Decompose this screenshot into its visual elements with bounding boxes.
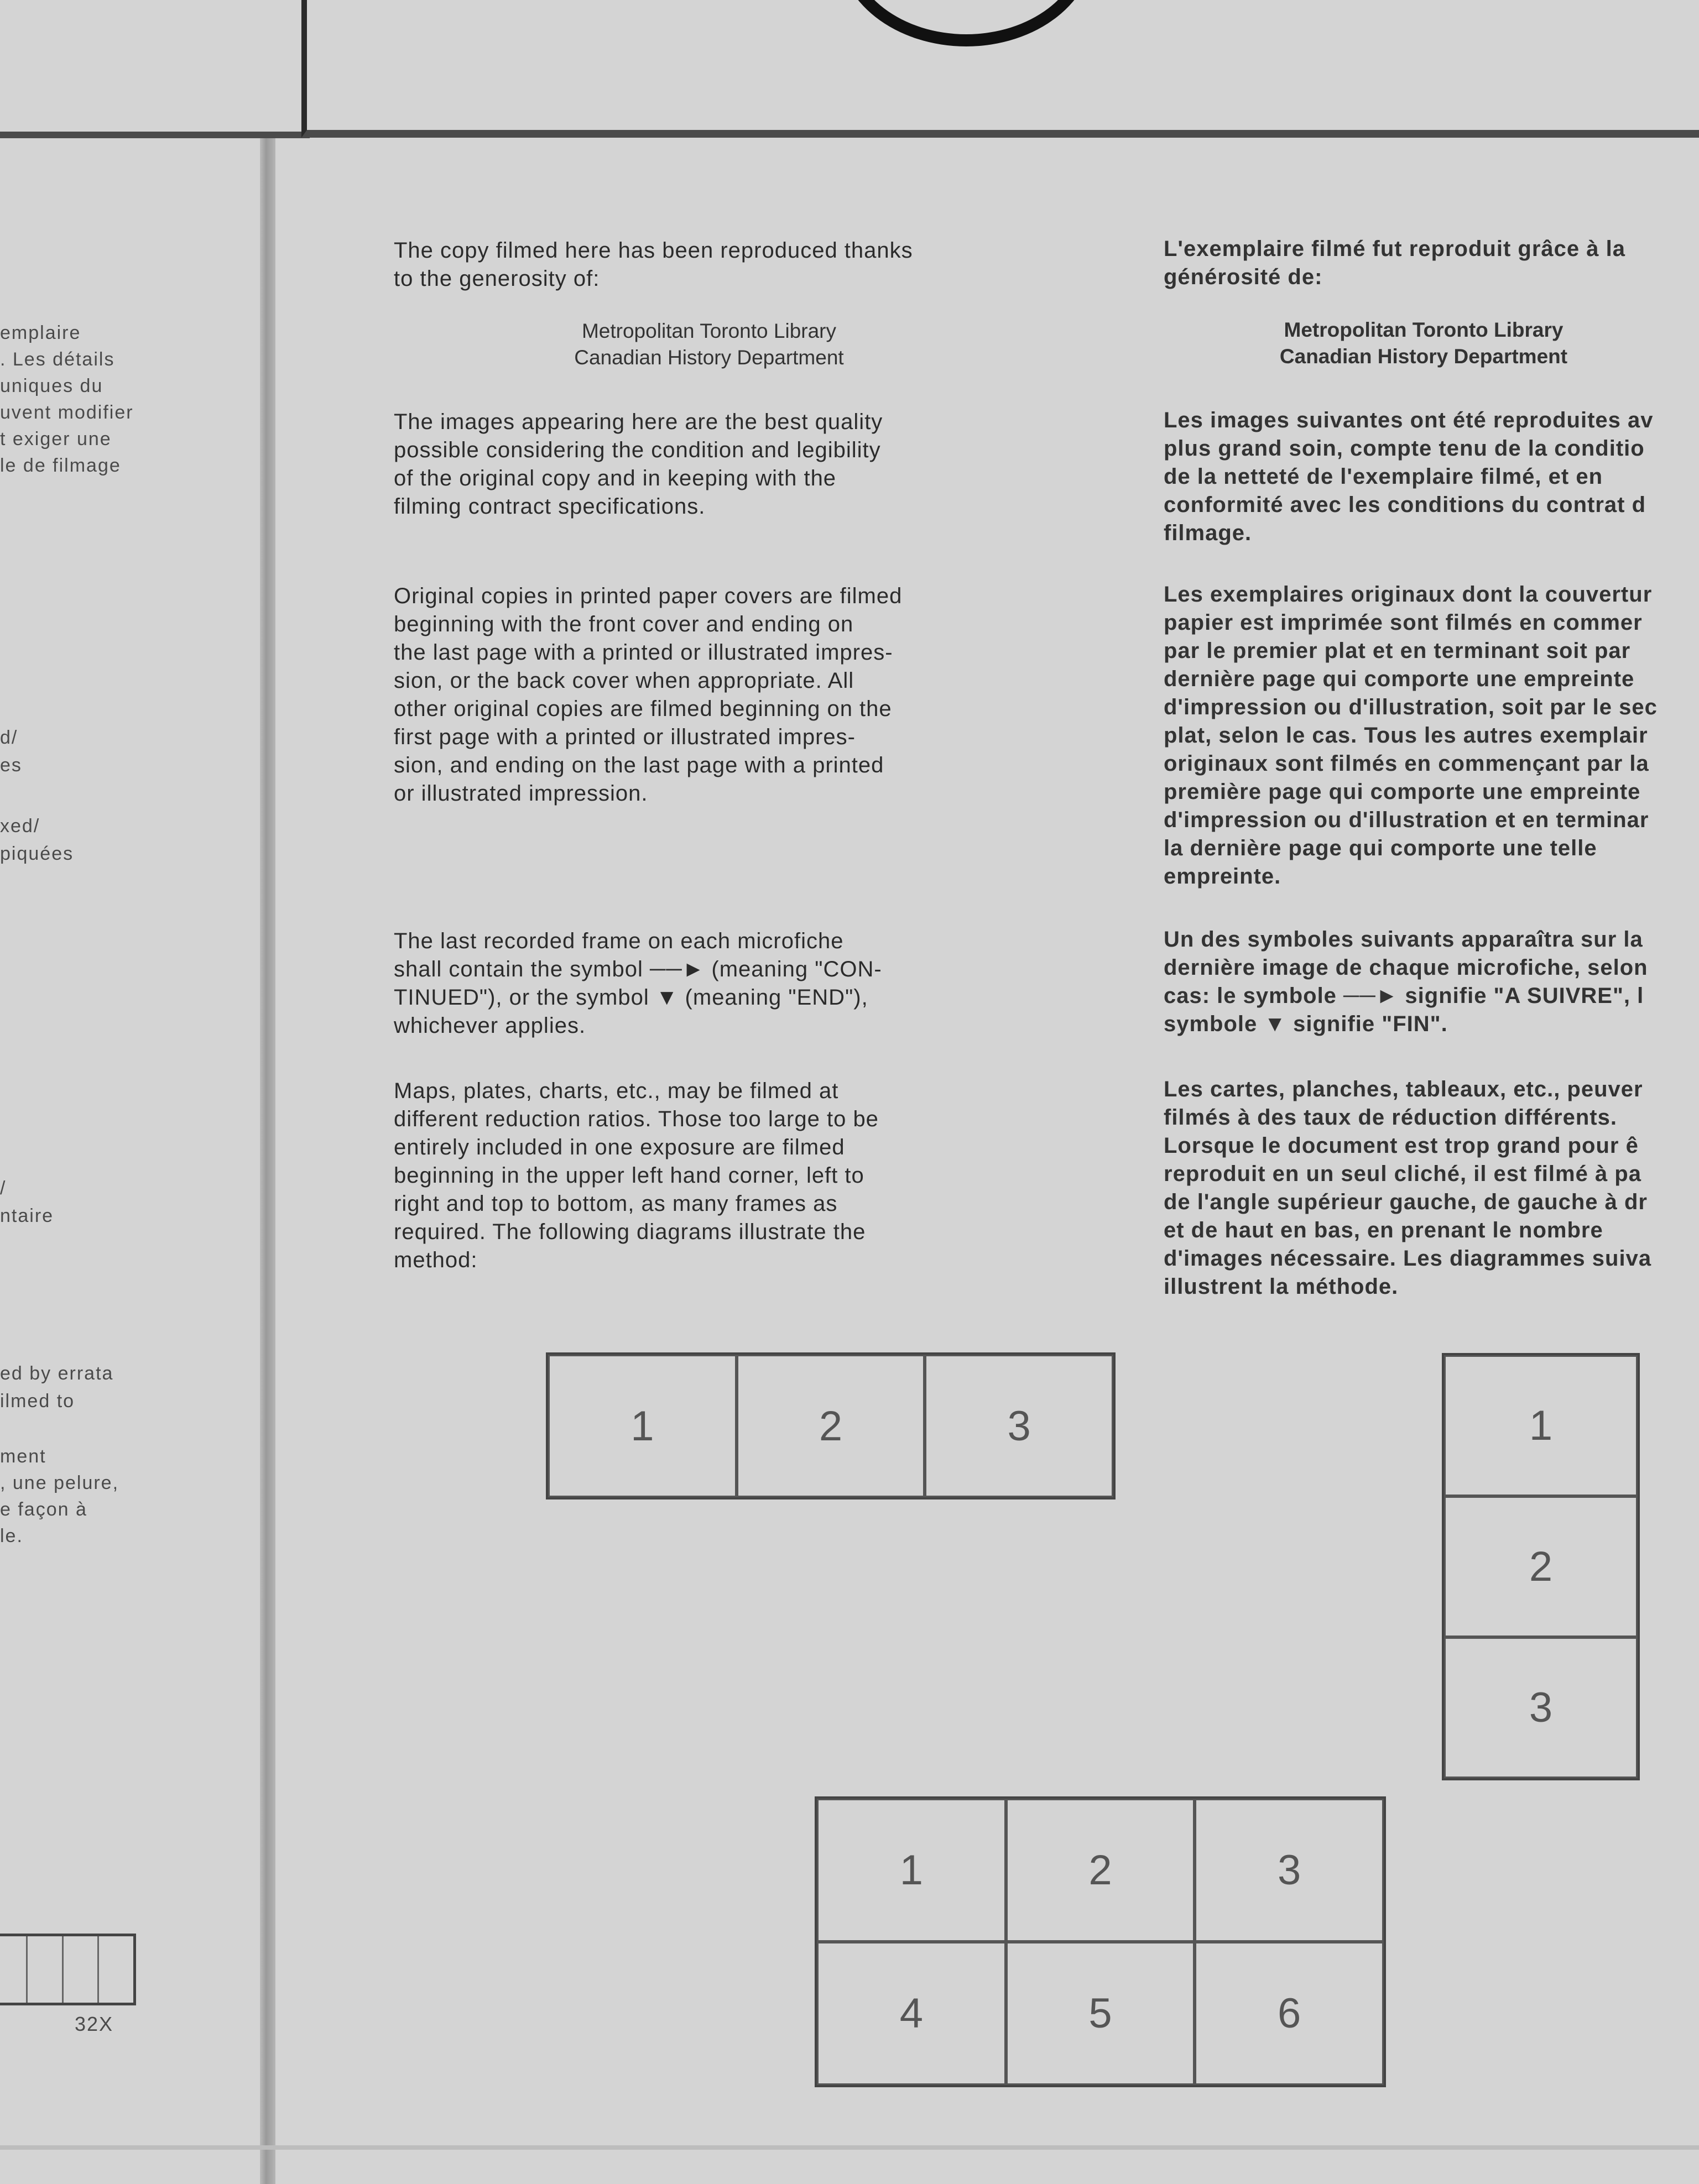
magnification-target xyxy=(0,1934,136,2005)
horizontal-frame-diagram xyxy=(546,1352,1116,1499)
left-fragment: ilmed to xyxy=(0,1391,75,1412)
fr-library: Metropolitan Toronto Library xyxy=(1284,318,1564,341)
left-fragment: es xyxy=(0,755,22,776)
title-frame xyxy=(301,0,1699,138)
fr-department: Canadian History Department xyxy=(1279,345,1568,368)
frame-cell: 2 xyxy=(1006,1799,1195,1942)
frame-cell: 3 xyxy=(1195,1799,1384,1942)
left-fragment: ed by errata xyxy=(0,1363,114,1384)
left-fragment: piquées xyxy=(0,843,74,864)
left-fragment: d/ xyxy=(0,727,18,748)
left-fragment: . Les détails xyxy=(0,349,115,370)
fr-filming-order-paragraph: Les exemplaires originaux dont la couvertur papier est imprimée sont filmés en commer par le premier plat et en terminant soit par dernière page qui comporte une empreinte d'impression ou d'illustration, soit par le sec plat, selon le cas. Tous les autres exemplair originaux sont filmés en commençant par la première page qui comporte une empreinte d'impression ou d'illustration et en terminar la dernière page qui comporte une telle empreinte. xyxy=(1164,582,1658,889)
left-fragment: uniques du xyxy=(0,375,103,396)
frame-cell: 1 xyxy=(548,1355,737,1497)
fr-symbols-paragraph: Un des symboles suivants apparaîtra sur la dernière image de chaque microfiche, selon cas: le symbole ──► signifie "A SUIVRE", l symbole ▼ signifie "FIN". xyxy=(1164,927,1648,1036)
frame-cell: 1 xyxy=(817,1799,1006,1942)
left-fragment: e façon à xyxy=(0,1499,87,1520)
en-maps-paragraph: Maps, plates, charts, etc., may be filmed at different reduction ratios. Those too large to be entirely included in one exposure are filmed beginning in the upper left hand corner, left to right and top to bottom, as many frames as required. The following diagrams illustrate the method: xyxy=(394,1079,879,1272)
frame-cell: 2 xyxy=(1444,1496,1638,1637)
frame-cell: 3 xyxy=(925,1355,1113,1497)
vertical-frame-diagram xyxy=(1442,1353,1640,1780)
magnification-label: 32X xyxy=(75,2013,114,2035)
left-fragment: ntaire xyxy=(0,1205,54,1226)
left-fragment: le de filmage xyxy=(0,455,121,476)
left-fragment: ment xyxy=(0,1446,46,1467)
frame-cell: 2 xyxy=(737,1355,925,1497)
fr-acknowledgement: L'exemplaire filmé fut reproduit grâce à la générosité de: xyxy=(1164,237,1625,289)
top-left-rule xyxy=(0,132,310,138)
page-divider xyxy=(260,138,275,2184)
frame-cell: 1 xyxy=(1444,1355,1638,1496)
frame-cell: 4 xyxy=(817,1942,1006,2085)
en-department: Canadian History Department xyxy=(574,346,844,369)
frame-cell: 6 xyxy=(1195,1942,1384,2085)
fr-maps-paragraph: Les cartes, planches, tableaux, etc., peuver filmés à des taux de réduction différents. Lorsque le document est trop grand pour ê reproduit en un seul cliché, il est filmé à pa de l'angle supérieur gauche, de gauche à dr et de haut en bas, en prenant le nombre d'images nécessaire. Les diagrammes suiva illustrent la méthode. xyxy=(1164,1077,1652,1299)
en-symbols-paragraph: The last recorded frame on each microfiche shall contain the symbol ──► (meaning "CON- TINUED"), or the symbol ▼ (meaning "END"), whichever applies. xyxy=(394,929,882,1038)
frame-cell: 3 xyxy=(1444,1637,1638,1778)
left-fragment: t exiger une xyxy=(0,429,112,450)
fr-quality-paragraph: Les images suivantes ont été reproduites av plus grand soin, compte tenu de la conditio de la netteté de l'exemplaire filmé, et en conformité avec les conditions du contrat d filmage. xyxy=(1164,408,1654,545)
left-fragment: , une pelure, xyxy=(0,1472,119,1493)
en-acknowledgement: The copy filmed here has been reproduced thanks to the generosity of: xyxy=(394,238,913,291)
en-filming-order-paragraph: Original copies in printed paper covers are filmed beginning with the front cover and ending on the last page with a printed or illustrated impres- sion, or the back cover when appropriate. All other original copies are filmed beginning on the first page with a printed or illustrated impres- sion, and ending on the last page with a printed or illustrated impression. xyxy=(394,584,903,806)
left-fragment: xed/ xyxy=(0,816,40,837)
bottom-edge xyxy=(0,2145,1699,2150)
en-library: Metropolitan Toronto Library xyxy=(581,320,836,342)
left-fragment: / xyxy=(0,1178,7,1199)
grid-frame-diagram xyxy=(815,1796,1386,2087)
left-fragment: emplaire xyxy=(0,322,81,343)
logo-arc xyxy=(838,0,1095,46)
left-fragment: le. xyxy=(0,1525,23,1546)
en-quality-paragraph: The images appearing here are the best quality possible considering the condition and legibility of the original copy and in keeping with the filming contract specifications. xyxy=(394,410,883,519)
left-fragment: uvent modifier xyxy=(0,402,134,423)
frame-cell: 5 xyxy=(1006,1942,1195,2085)
